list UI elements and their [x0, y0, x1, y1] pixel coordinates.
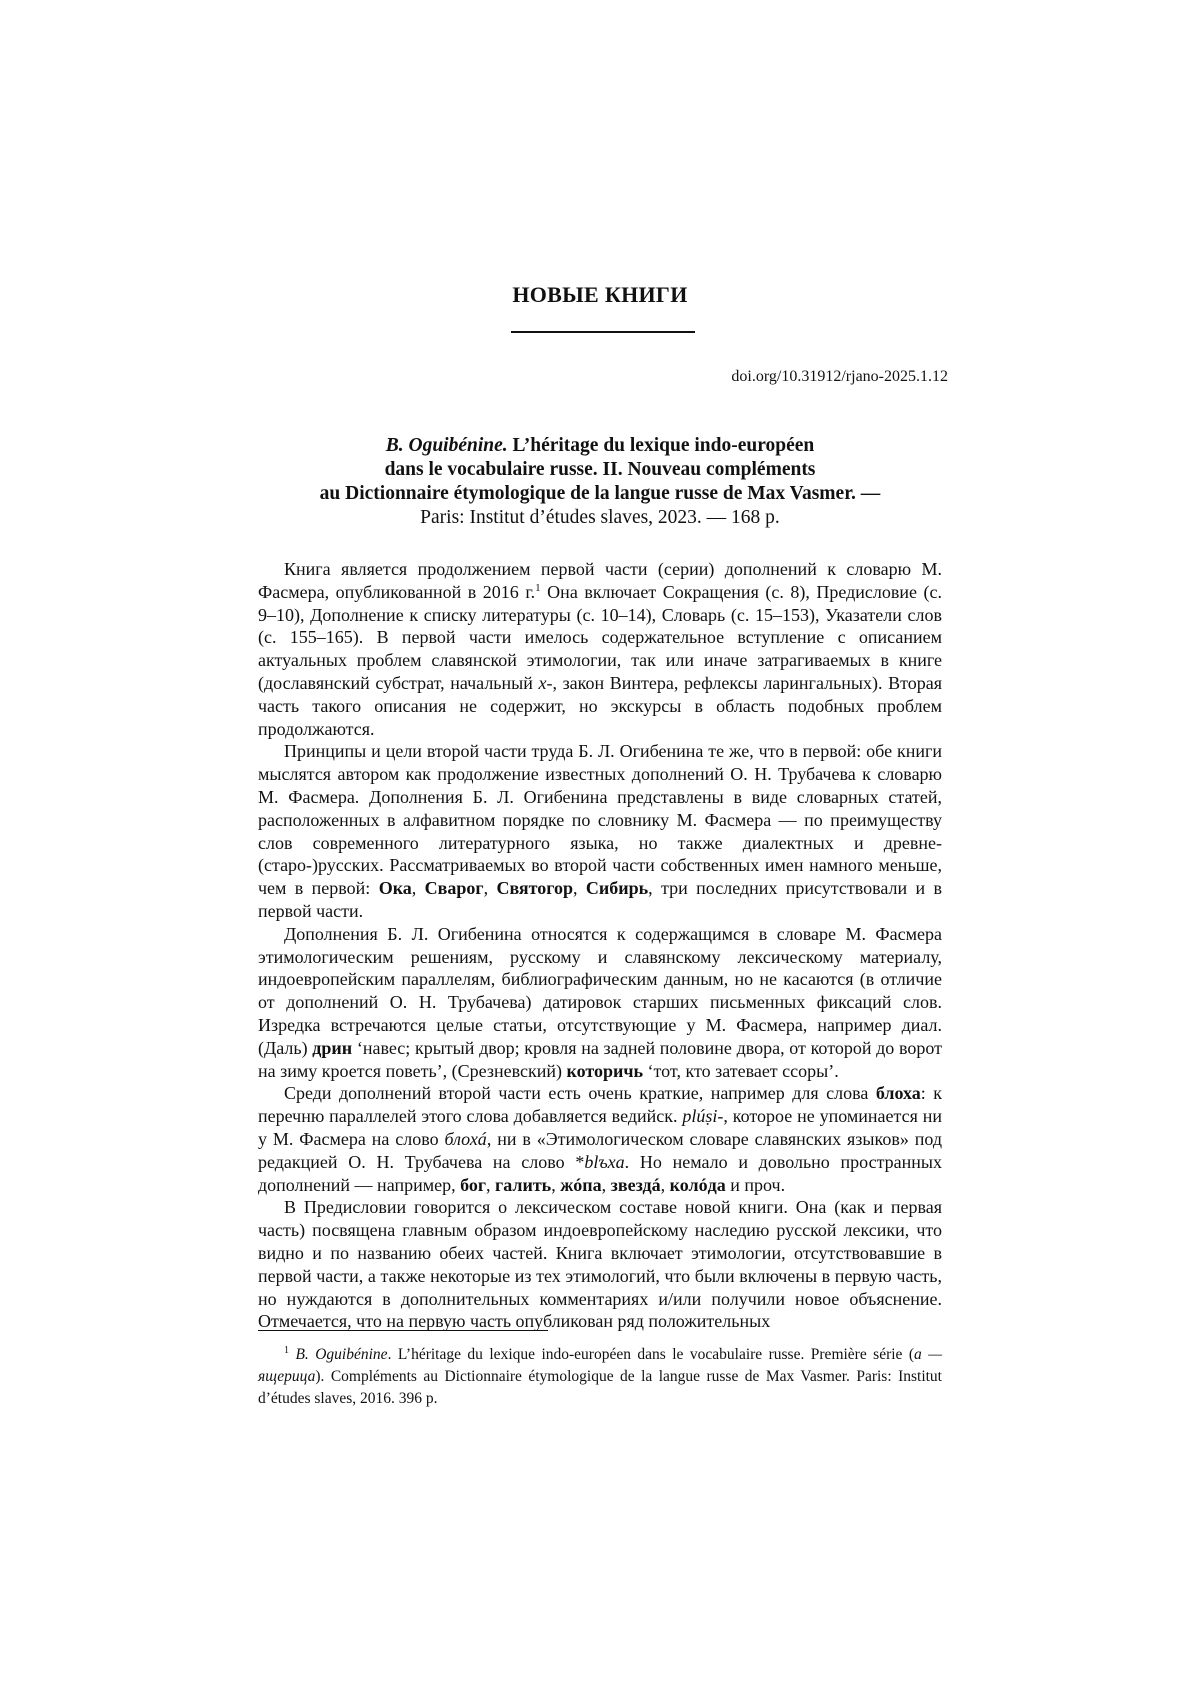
text-run: , — [551, 1174, 561, 1195]
text-run: Среди дополнений второй части есть очень краткие, например для слова — [284, 1083, 876, 1104]
text-run: и проч. — [725, 1174, 786, 1195]
book-title-part-1: L’héritage du lexique indo-européen — [512, 435, 815, 456]
text-run: ‘тот, кто затевает ссоры’. — [643, 1060, 839, 1081]
footnote-author: B. Oguibénine — [295, 1346, 388, 1363]
bold-term: бог — [460, 1174, 487, 1195]
heading-underline — [511, 331, 695, 333]
bold-term: Сибирь — [585, 878, 649, 899]
book-publication: Paris: Institut d’études slaves, 2023. — 168 p. — [420, 507, 780, 528]
footnote-text-b: ). Compléments au Dictionnaire étymologique de la langue russe de Max Vasmer. Paris: Institut d’études slaves, 2016. 396 p. — [258, 1368, 942, 1407]
text-run: , — [486, 1174, 496, 1195]
review-body — [258, 558, 942, 1333]
text-run: , три последних присутствовали и в первой части. — [258, 878, 942, 921]
bold-term: Сварог — [424, 878, 484, 899]
italic-term: plúṣi- — [682, 1106, 724, 1127]
body-paragraph — [258, 558, 942, 740]
text-run: ‘навес; крытый двор; кровля на задней половине двора, от которой до ворот на зиму кроется поветь’, (Срезневский) — [258, 1037, 942, 1081]
bold-term: Ока — [378, 878, 412, 899]
text-run: Принципы и цели второй части труда Б. Л. Огибенина те же, что в первой: обе книги мыслятся автором как продолжение известных дополнений О. Н. Трубачева к словарю М. Фасмера. Дополнения Б. Л. Огибенина представлены в виде словарных статей, расположенных в алфавитном порядке по словнику М. Фасмера — по преимуществу слов современного литературного языка, но также диалектных и древне-(старо-)русских. Рассматриваемых во второй части собственных имен намного меньше, чем в первой: — [258, 741, 942, 899]
text-run: Книга является продолжением первой части (серии) дополнений к словарю М. Фасмера, опубликованной в 2016 г. — [258, 559, 942, 602]
bold-term: звездá — [610, 1174, 661, 1195]
italic-term: x- — [538, 672, 553, 693]
text-run: , которое не упоминается ни у М. Фасмера на слово — [258, 1106, 942, 1149]
italic-term: блохá — [444, 1128, 487, 1149]
book-title-line-3: au Dictionnaire étymologique de la langue russe de Max Vasmer. — — [319, 483, 881, 504]
text-run: , — [573, 878, 586, 899]
bold-term: Святогор — [496, 878, 574, 899]
text-run: В Предисловии говорится о лексическом составе новой книги. Она (как и первая часть) посвящена главным образом индоевропейскому наследию русской лексики, что видно и по названию обеих частей. Книга включает этимологии, отсутствовавшие в первой части, а также некоторые из тех этимологий, что были включены в первую часть, но нуждаются в дополнительных комментариях и/или получили новое объяснение. Отмечается, что на первую часть опубликован ряд положительных — [258, 1197, 942, 1332]
footnote-separator — [258, 1330, 548, 1331]
bold-term: дрин — [312, 1037, 353, 1058]
text-run: , — [483, 878, 497, 899]
bold-term: блоха — [875, 1083, 921, 1104]
text-run: , закон Винтера, рефлексы ларингальных). Вторая часть такого описания не содержит, но экскурсы в область подобных проблем продолжаются. — [258, 672, 943, 739]
text-run: , — [601, 1174, 611, 1195]
footnote-italic-range: а — ящерица — [258, 1346, 943, 1385]
body-paragraph — [258, 740, 942, 922]
body-paragraph — [258, 1196, 942, 1333]
bold-term: жóпа — [560, 1174, 602, 1195]
body-paragraph — [258, 923, 942, 1083]
text-run: Дополнения Б. Л. Огибенина относятся к содержащимся в словаре М. Фасмера этимологическим решениям, русскому и славянскому лексическому материалу, индоевропейским параллелям, библиографическим данным, но не касаются (в отличие от дополнений О. Н. Трубачева) датировок старших письменных фиксаций слов. Изредка встречаются целые статьи, отсутствующие у М. Фасмера, например диал. (Даль) — [258, 923, 942, 1058]
body-paragraph — [258, 1082, 942, 1196]
text-run: , — [660, 1174, 670, 1195]
doi-link[interactable]: doi.org/10.31912/rjano-2025.1.12 — [731, 368, 948, 385]
footnote-text-a: . L’héritage du lexique indo-européen dans le vocabulaire russe. Première série ( — [387, 1346, 915, 1363]
bold-term: колóда — [669, 1174, 726, 1195]
footnote — [258, 1344, 942, 1410]
text-run: . Но немало и довольно пространных дополнений — например, — [258, 1151, 943, 1195]
section-heading: НОВЫЕ КНИГИ — [512, 282, 688, 307]
text-run: , ни в «Этимологическом словаре славянских языков» под редакцией О. Н. Трубачева на слово * — [258, 1128, 942, 1172]
bold-term: галить — [495, 1174, 552, 1195]
text-run: , — [411, 878, 425, 899]
text-run: Она включает Сокращения (с. 8), Предисловие (с. 9–10), Дополнение к списку литературы (с. 10–14), Словарь (с. 15–153), Указатели слов (с. 155–165). В первой части имелось содержательное вступление с описанием актуальных проблем славянской этимологии, так или иначе затрагиваемых в книге (дославянский субстрат, начальный — [258, 581, 942, 693]
book-title-line-2: dans le vocabulaire russe. II. Nouveau compléments — [384, 459, 816, 480]
book-title-line-1 — [0, 434, 1200, 458]
text-run: : к перечню параллелей этого слова добавляется ведийск. — [258, 1083, 943, 1127]
book-reference — [0, 434, 1200, 530]
bold-term: которичь — [566, 1060, 644, 1081]
footnote-reference: 1 — [535, 581, 541, 594]
book-author: B. Oguibénine. — [385, 435, 508, 456]
italic-term: blъxa — [584, 1151, 625, 1172]
footnote-number: 1 — [284, 1345, 289, 1356]
